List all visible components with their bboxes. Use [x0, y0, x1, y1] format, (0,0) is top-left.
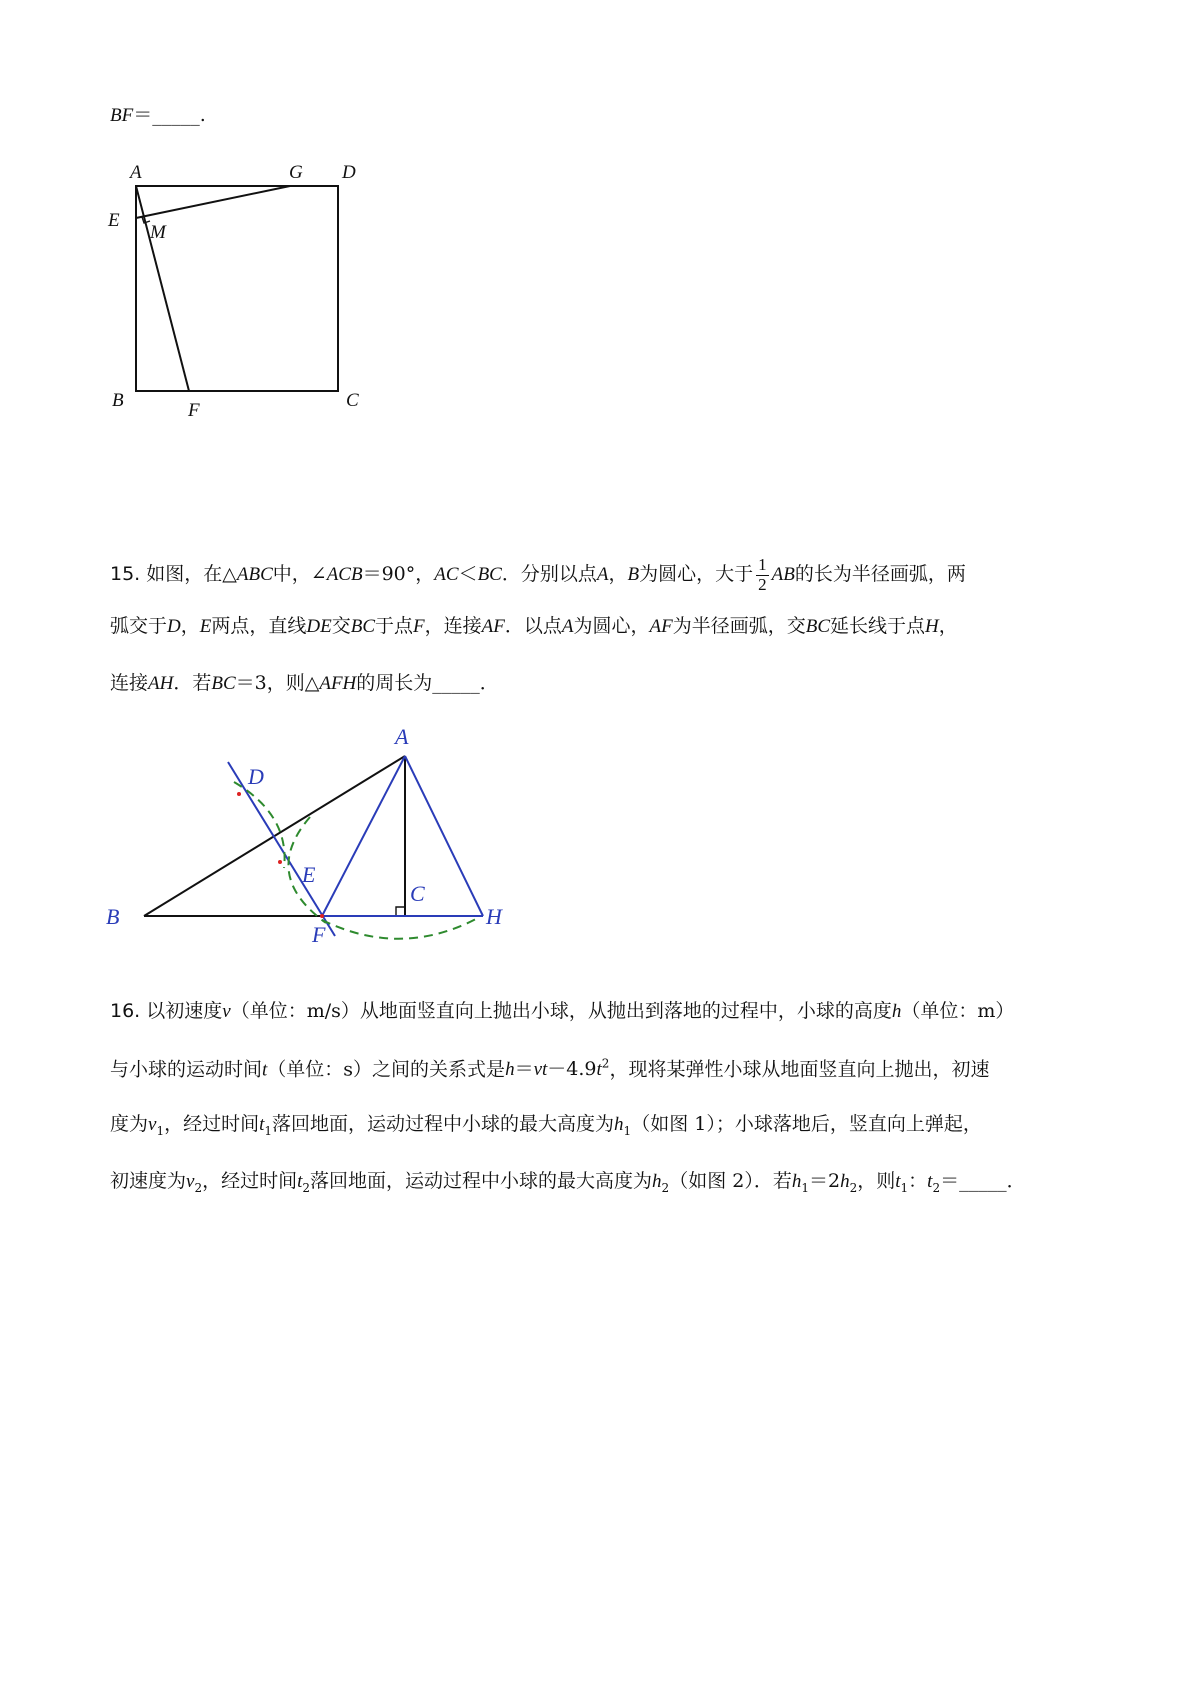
q15-line-1: 15. 如图，在△ABC中，∠ACB＝90°，AC＜BC．分别以点A，B为圆心，大于 $\frac{1}{2}$ AB的长为半径画弧，两	[110, 555, 966, 594]
answer-blank: _____	[959, 1170, 1007, 1192]
q15-line-3: 连接AH．若BC＝3，则△AFH的周长为_____．	[110, 672, 499, 694]
label-e: E	[302, 862, 316, 887]
label-e: E	[108, 210, 120, 231]
figure-square-abcd	[100, 160, 400, 430]
label-a: A	[395, 724, 409, 749]
q16-line-4: 初速度为$v_2$，经过时间$t_2$落回地面，运动过程中小球的最大高度为$h_2$（如图 2）．若$h_1=2h_2$，则$t_1$：$t_2=\_\_\_\_\_$．	[110, 1170, 1026, 1195]
point-f	[320, 914, 324, 918]
formula: $h=vt-4.9t^2$	[505, 1057, 610, 1081]
point-d	[237, 792, 241, 796]
label-m: M	[150, 222, 166, 243]
label-d: D	[248, 764, 264, 789]
label-h: H	[486, 904, 502, 929]
right-angle-mark-c	[396, 907, 405, 916]
q16-line-3: 度为$v_1$，经过时间$t_1$落回地面，运动过程中小球的最大高度为$h_1$（如图 1）；小球落地后，竖直向上弹起，	[110, 1113, 982, 1138]
line-de	[228, 762, 335, 936]
segment-eg	[136, 186, 290, 218]
fraction-one-half: $\frac{1}{2}$	[758, 555, 767, 594]
segment-af	[322, 756, 405, 916]
label-f: F	[312, 922, 326, 947]
arc-fh	[322, 919, 476, 939]
label-g: G	[289, 162, 303, 183]
answer-blank: _____	[432, 672, 480, 694]
question-number: 16.	[110, 1000, 141, 1022]
figure-triangle-construction	[100, 720, 520, 960]
point-e	[278, 860, 282, 864]
segment-label: BF	[110, 105, 134, 126]
q14-answer-line	[110, 106, 206, 125]
label-f: F	[188, 400, 200, 421]
label-b: B	[112, 390, 124, 411]
question-number: 15.	[110, 563, 141, 586]
right-angle-mark-m	[142, 217, 150, 223]
q16-line-1: 16. 以初速度v（单位：m/s）从地面竖直向上抛出小球，从抛出到落地的过程中，小球的高度h（单位：m）	[110, 1000, 1015, 1022]
label-b: B	[106, 904, 120, 929]
square-abcd	[136, 186, 338, 391]
label-c: C	[346, 390, 359, 411]
label-a: A	[130, 162, 142, 183]
q15-line-2: 弧交于D，E两点，直线DE交BC于点F，连接AF．以点A为圆心，AF为半径画弧，交BC延长线于点H，	[110, 615, 958, 637]
period: .	[199, 104, 206, 126]
answer-blank: _____	[152, 104, 200, 126]
label-d: D	[342, 162, 356, 183]
equals-sign: ＝	[133, 104, 153, 126]
label-c: C	[410, 881, 425, 906]
q16-line-2: 与小球的运动时间t（单位：s）之间的关系式是$h=vt-4.9t^2$，现将某弹性小球从地面竖直向上抛出，初速	[110, 1057, 990, 1081]
